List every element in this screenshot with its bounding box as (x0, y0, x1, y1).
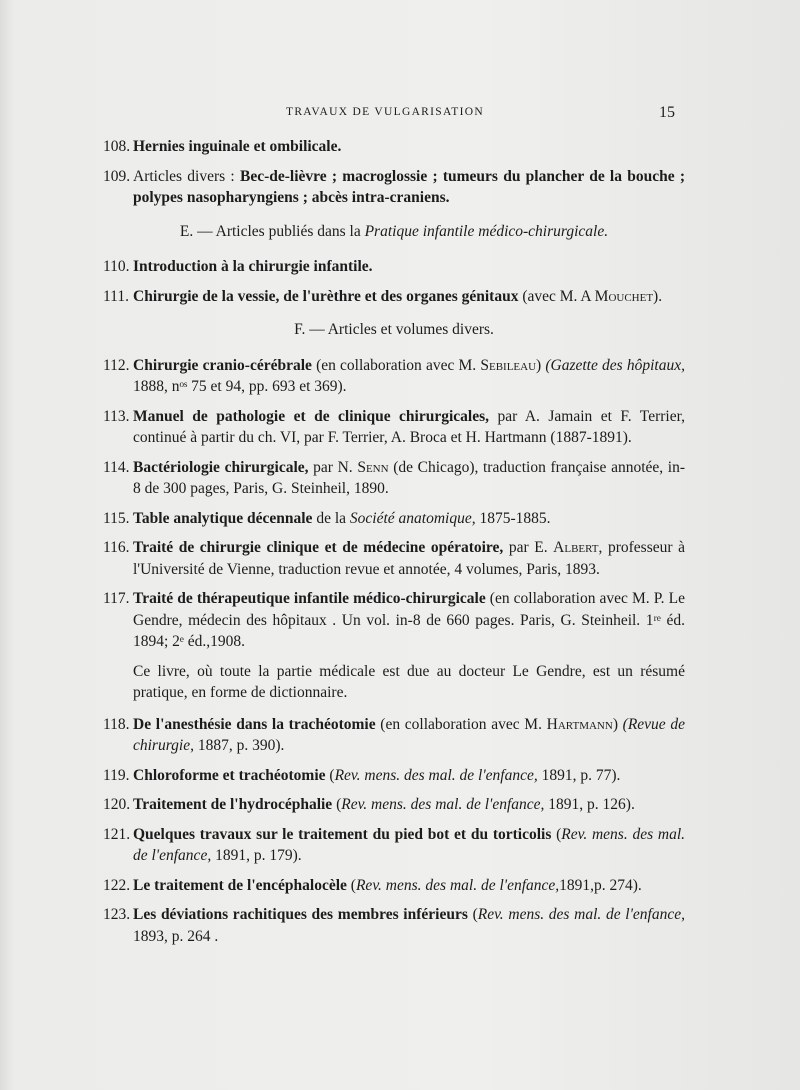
entry-number: 120. (103, 796, 131, 813)
entry-publication: (Revue de chirurgie, (133, 715, 686, 754)
entry-118 (103, 714, 685, 757)
entry-117 (103, 588, 685, 653)
entry-title: De l'anesthésie dans la trachéotomie (133, 715, 376, 733)
page-body (103, 136, 685, 955)
entry-number: 112. (103, 356, 130, 374)
entry-text: (de Chicago), traduction française annotée, in-8 de 300 pages, Paris, G. Steinheil, 1890. (133, 458, 685, 497)
section-publication: Pratique infantile médico-chirurgicale. (364, 222, 609, 240)
entry-text: 1891, p. 126). (544, 796, 635, 813)
entry-text: 1888, nᵒˢ 75 et 94, pp. 693 et 369). (133, 378, 347, 395)
author-name: Sebileau (480, 356, 537, 374)
entry-text: (en collaboration avec M. (311, 356, 481, 374)
entry-text: 1887, p. 390). (194, 737, 285, 754)
entry-title: Quelques travaux sur le traitement du pied bot et du torticolis (133, 825, 552, 843)
entry-title: Bactériologie chirurgicale, (133, 458, 309, 476)
entry-text: 1891,p. 274). (559, 876, 642, 894)
entry-text: ) (536, 356, 546, 374)
entry-text: ( (467, 906, 478, 923)
entry-publication: (Gazette des hôpitaux, (545, 356, 685, 374)
author-name: Mouchet (594, 287, 654, 305)
entry-text: ). (653, 287, 663, 305)
entry-number: 122. (103, 876, 131, 894)
entry-116 (103, 537, 685, 580)
entry-text: ( (551, 825, 562, 843)
entry-number: 119. (103, 766, 130, 784)
entry-number: 118. (103, 715, 130, 733)
entry-109 (103, 166, 685, 209)
entry-text: par E. (503, 539, 554, 556)
entry-121 (103, 824, 685, 867)
entry-title: Introduction à la chirurgie infantile. (133, 258, 373, 275)
entry-number: 108. (103, 138, 131, 155)
entry-111 (103, 286, 685, 308)
entry-title: Les déviations rachitiques des membres inférieurs (133, 906, 468, 923)
entry-113 (103, 406, 685, 449)
entry-title: Le traitement de l'encéphalocèle (133, 876, 347, 894)
entry-title: Traité de thérapeutique infantile médico-chirurgicale (133, 590, 486, 607)
entry-text: ) (612, 715, 623, 733)
entry-number: 117. (103, 590, 130, 607)
author-name: Albert (553, 539, 599, 556)
entry-text: (en collaboration avec M. P. Le Gendre, médecin des hôpitaux . Un vol. in-8 de 660 pages. Paris, G. Steinheil. 1ʳᵉ éd. 1894; 2ᵉ éd.,1908. (133, 590, 685, 650)
entry-text: 1893, p. 264 . (133, 927, 219, 945)
entry-publication: Rev. mens. des mal. de l'enfance, (133, 825, 686, 864)
entry-number: 113. (103, 407, 130, 425)
entry-publication: Rev. mens. des mal. de l'enfance, (355, 876, 560, 894)
entry-publication: Rev. mens. des mal. de l'enfance, (334, 766, 538, 784)
entry-title: Chirurgie cranio-cérébrale (133, 356, 312, 374)
author-name: Senn (357, 458, 389, 476)
author-name: Hartmann (546, 715, 613, 733)
entry-120 (103, 794, 685, 816)
entry-title: Chloroforme et trachéotomie (133, 766, 326, 784)
entry-text: ( (346, 876, 356, 894)
section-heading-e (103, 221, 685, 243)
entry-text: par N. (308, 458, 358, 476)
section-label: F. — Articles et volumes divers. (294, 321, 494, 338)
entry-title: Articles divers : (133, 167, 240, 185)
entry-text: 1891, p. 179). (211, 847, 302, 864)
entry-publication: Société anatomique, (349, 509, 476, 527)
entry-115 (103, 508, 685, 530)
entry-number: 109. (103, 167, 131, 185)
entry-publication: Rev. mens. des mal. de l'enfance, (477, 906, 685, 923)
entry-110 (103, 256, 685, 278)
entry-title: Hernies inguinale et ombilicale. (133, 138, 342, 155)
entry-title: Chirurgie de la vessie, de l'urèthre et des organes génitaux (133, 287, 519, 305)
entry-text: , professeur à l'Université de Vienne, traduction revue et annotée, 4 volumes, Paris, 1893. (133, 539, 685, 578)
entry-title: Traité de chirurgie clinique et de médecine opératoire, (133, 539, 504, 556)
entry-title: Traitement de l'hydrocéphalie (133, 796, 333, 813)
entry-114 (103, 457, 685, 500)
entry-123 (103, 904, 685, 947)
entry-text: ( (332, 796, 342, 813)
entry-text: (en collaboration avec M. (375, 715, 547, 733)
entry-text: (avec M. A (518, 287, 595, 305)
entry-text: 1891, p. 77). (537, 766, 621, 784)
entry-number: 114. (103, 458, 130, 476)
section-heading-f (103, 319, 685, 341)
entry-119 (103, 765, 685, 787)
section-label: E. — Articles publiés dans la (179, 222, 365, 240)
entry-title: Manuel de pathologie et de clinique chirurgicales, (133, 407, 489, 425)
entry-title: Table analytique décennale (133, 509, 313, 527)
entry-117-note: Ce livre, où toute la partie médicale est due au docteur Le Gendre, est un résumé pratique, en forme de dictionnaire. (133, 662, 685, 701)
entry-text: ( (325, 766, 335, 784)
entry-number: 110. (103, 258, 130, 275)
entry-112 (103, 355, 685, 398)
entry-text: Bec-de-lièvre ; macroglossie ; tumeurs du plancher de la bouche ; polypes nasopharyngiens ; abcès intra-craniens. (133, 167, 685, 206)
page-header (0, 104, 800, 124)
entry-number: 123. (103, 906, 131, 923)
entry-122 (103, 875, 685, 897)
entry-number: 116. (103, 539, 130, 556)
entry-publication: Rev. mens. des mal. de l'enfance, (341, 796, 545, 813)
entry-text: par A. Jamain et F. Terrier, continué à partir du ch. VI, par F. Terrier, A. Broca et H. Hartmann (1887-1891). (133, 407, 686, 446)
entry-number: 115. (103, 509, 130, 527)
entry-text: 1875-1885. (475, 509, 551, 527)
entry-108 (103, 136, 685, 158)
entry-number: 121. (103, 825, 131, 843)
entry-number: 111. (103, 287, 129, 305)
running-title: TRAVAUX DE VULGARISATION (286, 106, 484, 118)
entry-text: de la (312, 509, 350, 527)
page-number: 15 (659, 104, 675, 121)
